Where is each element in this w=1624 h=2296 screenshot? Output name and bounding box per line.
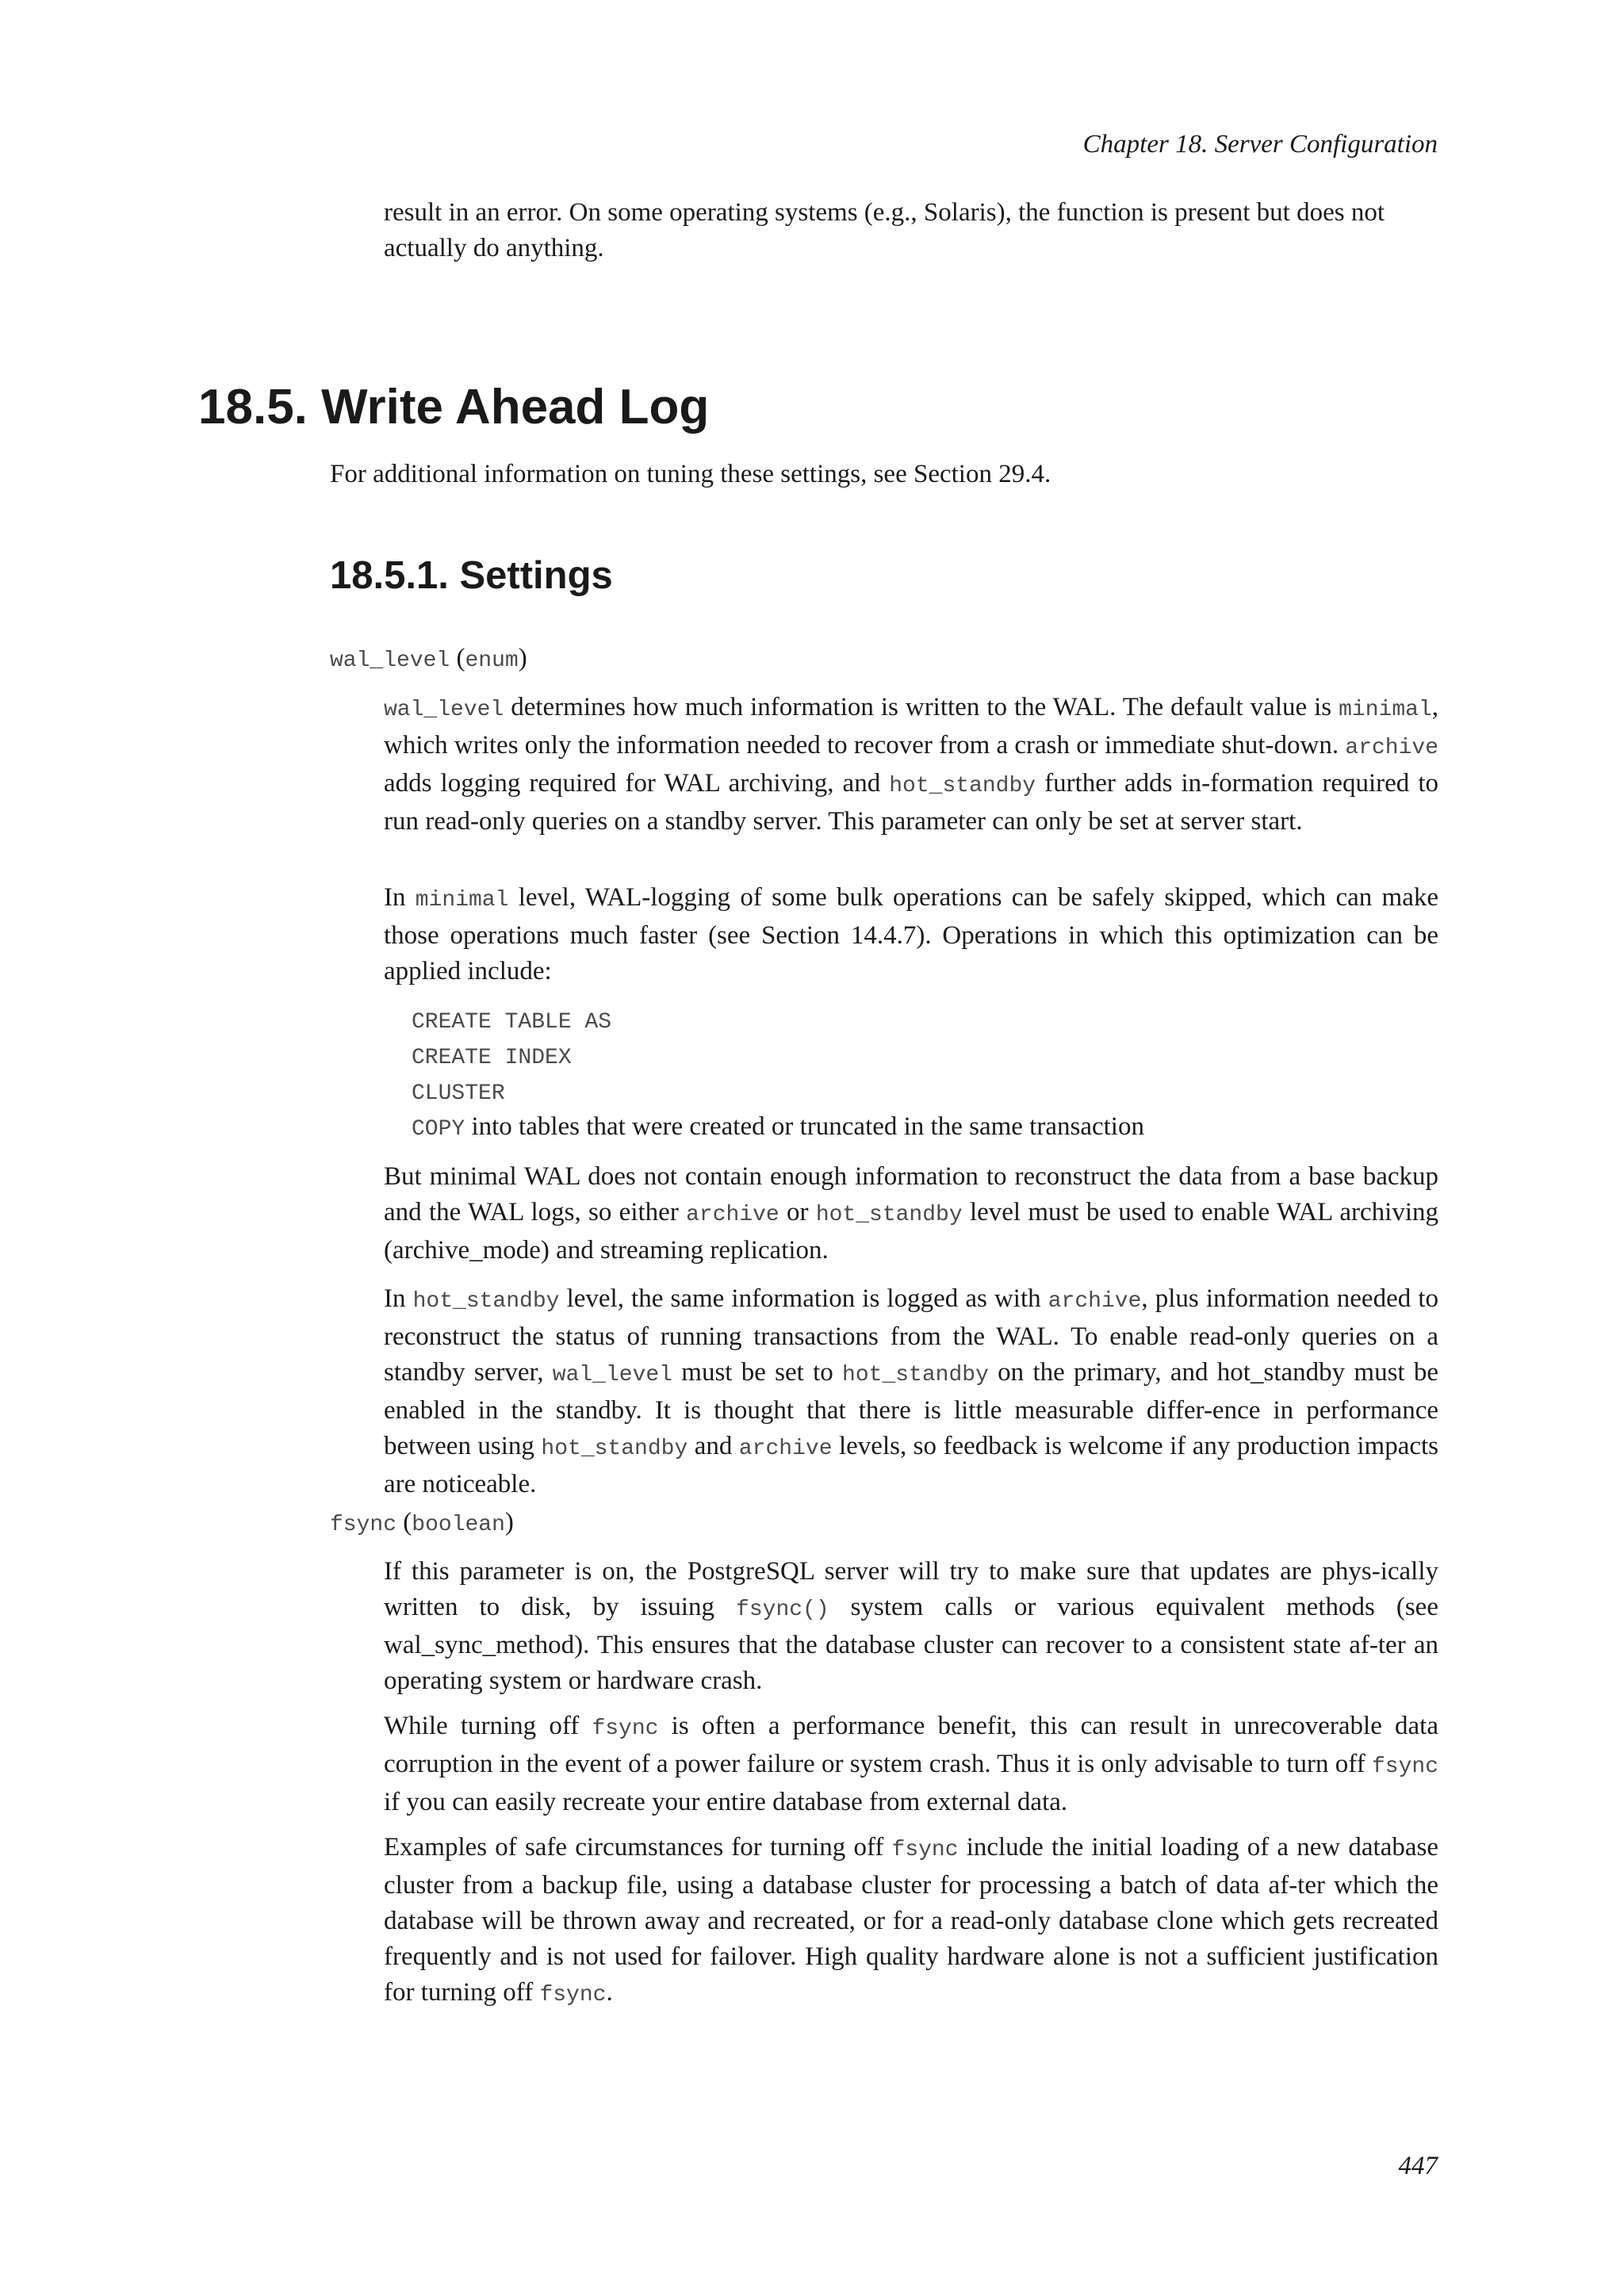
- operation-cluster: CLUSTER: [412, 1081, 505, 1106]
- intro-paragraph: [384, 195, 1438, 266]
- wal-level-name: wal_level: [330, 649, 450, 673]
- operation-copy: COPY into tables that were created or truncated in the same transaction: [412, 1112, 1144, 1142]
- fsync-paragraph-3: Examples of safe circumstances for turning off fsync include the initial loading of a new database cluster from a backup file, using a database cluster for processing a batch of data af-ter which the database will be thrown away and recreated, or for a read-only database clone which gets recreated frequently and is not used for failover. High quality hardware alone is not a sufficient justification for turning off fsync.: [384, 1833, 1438, 2007]
- fsync-paragraph-1: If this parameter is on, the PostgreSQL server will try to make sure that updates are phys-ically written to disk, by issuing fsync() system calls or various equivalent methods (see wal_sync_method). This ensures that the database cluster can recover to a consistent state af-ter an operating system or hardware crash.: [384, 1557, 1438, 1695]
- fsync-name: fsync: [330, 1513, 397, 1537]
- section-intro: For additional information on tuning these settings, see Section 29.4.: [330, 460, 1051, 488]
- wal-level-term: wal_level (enum): [330, 644, 527, 673]
- intro-line-2: actually do anything.: [384, 234, 604, 262]
- intro-line-1: result in an error. On some operating systems (e.g., Solaris), the function is present but does not: [384, 198, 1385, 227]
- page-number: 447: [1398, 2152, 1438, 2180]
- fsync-term: fsync (boolean): [330, 1508, 514, 1537]
- fsync-paragraph-2: While turning off fsync is often a performance benefit, this can result in unrecoverable data corruption in the event of a power failure or system crash. Thus it is only advisable to turn off fsync if you can easily recreate your entire database from external data.: [384, 1712, 1438, 1816]
- wal-level-paragraph-2: In minimal level, WAL-logging of some bulk operations can be safely skipped, which can make those operations much faster (see Section 14.4.7). Operations in which this optimization can be applied include:: [384, 883, 1438, 985]
- fsync-type: boolean: [412, 1513, 505, 1537]
- running-header: Chapter 18. Server Configuration: [1082, 130, 1438, 159]
- wal-level-type: enum: [465, 649, 519, 673]
- subsection-title: 18.5.1. Settings: [330, 554, 613, 597]
- operation-create-index: CREATE INDEX: [412, 1046, 572, 1070]
- section-title: 18.5. Write Ahead Log: [198, 380, 710, 434]
- operation-create-table-as: CREATE TABLE AS: [412, 1010, 612, 1035]
- wal-level-paragraph-3: But minimal WAL does not contain enough information to reconstruct the data from a base backup and the WAL logs, so either archive or hot_standby level must be used to enable WAL archiving (archive_mode) and streaming replication.: [384, 1162, 1438, 1265]
- wal-level-paragraph-4: In hot_standby level, the same information is logged as with archive, plus information needed to reconstruct the status of running transactions from the WAL. To enable read-only queries on a standby server, wal_level must be set to hot_standby on the primary, and hot_standby must be enabled in the standby. It is thought that there is little measurable differ-ence in performance between using hot_standby and archive levels, so feedback is welcome if any production impacts are noticeable.: [384, 1284, 1439, 1498]
- wal-level-paragraph-1: wal_level determines how much information is written to the WAL. The default value is minimal, which writes only the information needed to recover from a crash or immediate shut-down. archive adds logging required for WAL archiving, and hot_standby further adds in-formation required to run read-only queries on a standby server. This parameter can only be set at server start.: [384, 693, 1439, 836]
